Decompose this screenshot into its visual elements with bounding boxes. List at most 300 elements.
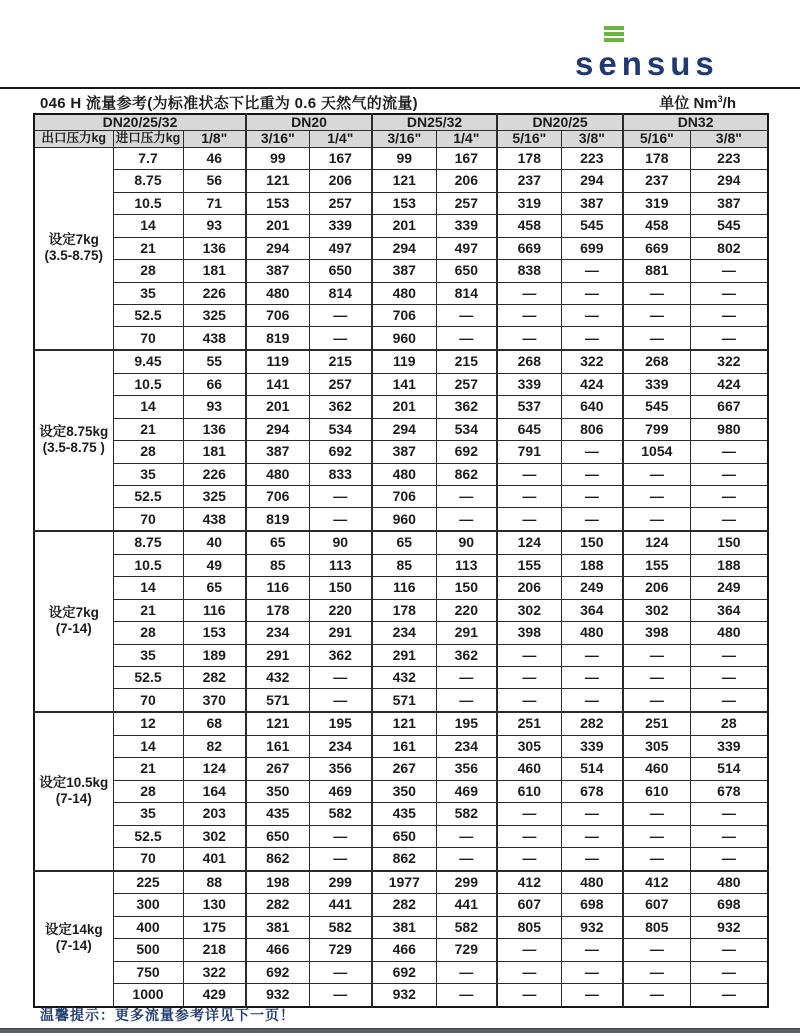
flow-value-cell: 223 <box>690 147 768 169</box>
flow-value-cell: 55 <box>183 350 246 373</box>
flow-value-cell: — <box>436 485 497 507</box>
flow-value-cell: 319 <box>497 192 561 214</box>
flow-value-cell: 65 <box>246 531 309 554</box>
flow-value-cell: — <box>497 644 561 666</box>
table-row <box>34 485 768 507</box>
flow-value-cell: — <box>690 961 768 983</box>
flow-value-cell: — <box>690 984 768 1007</box>
flow-value-cell: 545 <box>690 215 768 237</box>
flow-value-cell: — <box>690 282 768 304</box>
flow-value-cell: 698 <box>690 894 768 916</box>
flow-value-cell: 136 <box>183 418 246 440</box>
flow-value-cell: 203 <box>183 803 246 825</box>
bottom-bar <box>0 1028 800 1033</box>
flow-value-cell: 339 <box>690 735 768 757</box>
flow-value-cell: 370 <box>183 689 246 712</box>
flow-value-cell: 226 <box>183 282 246 304</box>
page-title: 046 H 流量参考(为标准状态下比重为 0.6 天然气的流量) <box>40 95 418 112</box>
table-row <box>34 260 768 282</box>
flow-value-cell: — <box>561 508 623 531</box>
flow-value-cell: 480 <box>246 463 309 485</box>
table-row <box>34 644 768 666</box>
flow-value-cell: 497 <box>309 237 372 259</box>
flow-value-cell: — <box>561 485 623 507</box>
flow-value-cell: 545 <box>561 215 623 237</box>
flow-value-cell: 150 <box>436 577 497 599</box>
flow-value-cell: 282 <box>183 666 246 688</box>
flow-value-cell: 124 <box>183 758 246 780</box>
flow-value-cell: — <box>497 282 561 304</box>
flow-value-cell: — <box>690 689 768 712</box>
flow-value-cell: 251 <box>497 712 561 735</box>
flow-value-cell: 429 <box>183 984 246 1007</box>
flow-value-cell: 121 <box>372 170 436 192</box>
sensus-logo <box>575 18 745 80</box>
flow-value-cell: — <box>436 666 497 688</box>
flow-value-cell: 364 <box>690 599 768 621</box>
flow-value-cell: — <box>623 304 690 326</box>
table-row <box>34 916 768 938</box>
flow-value-cell: 458 <box>623 215 690 237</box>
flow-value-cell: 189 <box>183 644 246 666</box>
flow-value-cell: 387 <box>372 441 436 463</box>
table-body <box>34 147 768 1007</box>
flow-value-cell: 155 <box>623 554 690 576</box>
inlet-pressure-cell: 1000 <box>113 984 183 1007</box>
flow-value-cell: — <box>561 260 623 282</box>
flow-value-cell: 339 <box>309 215 372 237</box>
column-header: 1/8" <box>183 131 246 147</box>
table-row <box>34 192 768 214</box>
table-row <box>34 780 768 802</box>
flow-value-cell: 381 <box>372 916 436 938</box>
flow-value-cell: 1054 <box>623 441 690 463</box>
flow-value-cell: 387 <box>561 192 623 214</box>
flow-value-cell: — <box>309 485 372 507</box>
flow-value-cell: 350 <box>372 780 436 802</box>
flow-value-cell: 607 <box>497 894 561 916</box>
table-row <box>34 237 768 259</box>
flow-value-cell: — <box>309 825 372 847</box>
flow-value-cell: 350 <box>246 780 309 802</box>
flow-value-cell: 113 <box>436 554 497 576</box>
flow-value-cell: — <box>497 939 561 961</box>
flow-value-cell: 802 <box>690 237 768 259</box>
flow-value-cell: — <box>436 304 497 326</box>
flow-value-cell: 251 <box>623 712 690 735</box>
flow-value-cell: 141 <box>372 373 436 395</box>
flow-value-cell: — <box>623 847 690 870</box>
column-header: 3/8" <box>690 131 768 147</box>
flow-value-cell: — <box>690 666 768 688</box>
outlet-pressure-group-label: 设定10.5kg (7-14) <box>34 712 113 871</box>
flow-value-cell: — <box>497 847 561 870</box>
flow-value-cell: — <box>690 803 768 825</box>
table-row <box>34 531 768 554</box>
table-row <box>34 871 768 894</box>
inlet-pressure-cell: 14 <box>113 396 183 418</box>
flow-value-cell: — <box>623 463 690 485</box>
outlet-pressure-group-label: 设定14kg (7-14) <box>34 871 113 1007</box>
flow-value-cell: 294 <box>690 170 768 192</box>
flow-value-cell: 806 <box>561 418 623 440</box>
flow-value-cell: 692 <box>309 441 372 463</box>
flow-value-cell: 325 <box>183 304 246 326</box>
flow-value-cell: 121 <box>246 170 309 192</box>
table-row <box>34 508 768 531</box>
flow-value-cell: 729 <box>436 939 497 961</box>
flow-value-cell: 175 <box>183 916 246 938</box>
flow-value-cell: — <box>309 984 372 1007</box>
inlet-pressure-cell: 70 <box>113 847 183 870</box>
flow-value-cell: 141 <box>246 373 309 395</box>
flow-value-cell: 480 <box>690 622 768 644</box>
flow-value-cell: 424 <box>561 373 623 395</box>
flow-value-cell: 881 <box>623 260 690 282</box>
flow-value-cell: — <box>690 508 768 531</box>
flow-value-cell: 607 <box>623 894 690 916</box>
inlet-pressure-cell: 52.5 <box>113 304 183 326</box>
flow-value-cell: 441 <box>436 894 497 916</box>
flow-value-cell: — <box>497 508 561 531</box>
flow-value-cell: 480 <box>372 282 436 304</box>
column-group-header: DN20/25 <box>497 114 623 131</box>
flow-value-cell: 71 <box>183 192 246 214</box>
logo-bars-icon <box>604 26 624 44</box>
flow-reference-table <box>33 113 769 1008</box>
flow-value-cell: 706 <box>246 485 309 507</box>
flow-value-cell: 650 <box>436 260 497 282</box>
flow-value-cell: — <box>623 689 690 712</box>
logo-text: sensus <box>575 45 719 82</box>
flow-value-cell: 814 <box>309 282 372 304</box>
column-group-header: DN32 <box>623 114 768 131</box>
flow-value-cell: — <box>436 984 497 1007</box>
column-header: 进口压力kg <box>113 131 183 147</box>
flow-value-cell: 257 <box>436 192 497 214</box>
flow-value-cell: 305 <box>623 735 690 757</box>
table-row <box>34 984 768 1007</box>
flow-value-cell: 291 <box>246 644 309 666</box>
flow-value-cell: 215 <box>309 350 372 373</box>
flow-value-cell: 206 <box>623 577 690 599</box>
flow-value-cell: 291 <box>372 644 436 666</box>
inlet-pressure-cell: 28 <box>113 260 183 282</box>
flow-value-cell: — <box>623 666 690 688</box>
flow-value-cell: 99 <box>246 147 309 169</box>
flow-value-cell: 805 <box>623 916 690 938</box>
unit-text: 单位 Nm <box>659 95 718 112</box>
flow-value-cell: 582 <box>309 916 372 938</box>
flow-value-cell: 322 <box>183 961 246 983</box>
flow-value-cell: 838 <box>497 260 561 282</box>
flow-value-cell: 90 <box>436 531 497 554</box>
flow-value-cell: 862 <box>372 847 436 870</box>
inlet-pressure-cell: 225 <box>113 871 183 894</box>
flow-value-cell: 181 <box>183 260 246 282</box>
flow-value-cell: 678 <box>690 780 768 802</box>
flow-value-cell: 66 <box>183 373 246 395</box>
flow-value-cell: — <box>690 260 768 282</box>
table-row <box>34 418 768 440</box>
inlet-pressure-cell: 21 <box>113 758 183 780</box>
flow-value-cell: 130 <box>183 894 246 916</box>
flow-value-cell: 960 <box>372 327 436 350</box>
flow-value-cell: 291 <box>436 622 497 644</box>
flow-value-cell: — <box>497 984 561 1007</box>
flow-value-cell: 819 <box>246 327 309 350</box>
flow-value-cell: 398 <box>623 622 690 644</box>
flow-value-cell: 28 <box>690 712 768 735</box>
flow-value-cell: 339 <box>561 735 623 757</box>
flow-value-cell: — <box>309 327 372 350</box>
flow-value-cell: 178 <box>246 599 309 621</box>
column-header: 5/16" <box>497 131 561 147</box>
flow-value-cell: 257 <box>436 373 497 395</box>
flow-value-cell: — <box>436 327 497 350</box>
table-row <box>34 350 768 373</box>
inlet-pressure-cell: 21 <box>113 599 183 621</box>
flow-value-cell: — <box>561 984 623 1007</box>
flow-value-cell: 218 <box>183 939 246 961</box>
flow-value-cell: 65 <box>372 531 436 554</box>
inlet-pressure-cell: 52.5 <box>113 825 183 847</box>
inlet-pressure-cell: 52.5 <box>113 485 183 507</box>
flow-value-cell: 699 <box>561 237 623 259</box>
table-row <box>34 825 768 847</box>
title-row <box>0 92 800 112</box>
flow-value-cell: 257 <box>309 192 372 214</box>
flow-value-cell: 435 <box>372 803 436 825</box>
table-row <box>34 463 768 485</box>
flow-value-cell: 669 <box>497 237 561 259</box>
flow-value-cell: 650 <box>246 825 309 847</box>
flow-value-cell: — <box>561 689 623 712</box>
flow-value-cell: — <box>561 939 623 961</box>
flow-value-cell: 932 <box>372 984 436 1007</box>
inlet-pressure-cell: 28 <box>113 622 183 644</box>
flow-value-cell: — <box>623 939 690 961</box>
table-row <box>34 282 768 304</box>
flow-value-cell: 706 <box>246 304 309 326</box>
flow-value-cell: 582 <box>436 803 497 825</box>
flow-value-cell: — <box>309 689 372 712</box>
flow-value-cell: 480 <box>246 282 309 304</box>
flow-value-cell: 582 <box>309 803 372 825</box>
flow-value-cell: — <box>623 485 690 507</box>
flow-value-cell: 458 <box>497 215 561 237</box>
flow-value-cell: — <box>623 508 690 531</box>
flow-value-cell: 339 <box>623 373 690 395</box>
flow-value-cell: — <box>623 803 690 825</box>
flow-value-cell: 90 <box>309 531 372 554</box>
flow-value-cell: 119 <box>246 350 309 373</box>
flow-value-cell: 282 <box>561 712 623 735</box>
flow-value-cell: 387 <box>372 260 436 282</box>
flow-value-cell: 237 <box>497 170 561 192</box>
inlet-pressure-cell: 35 <box>113 644 183 666</box>
table-row <box>34 373 768 395</box>
flow-value-cell: 294 <box>372 237 436 259</box>
table-row <box>34 304 768 326</box>
flow-value-cell: 206 <box>309 170 372 192</box>
flow-value-cell: 537 <box>497 396 561 418</box>
flow-value-cell: — <box>561 327 623 350</box>
inlet-pressure-cell: 28 <box>113 780 183 802</box>
flow-value-cell: 460 <box>623 758 690 780</box>
flow-value-cell: 85 <box>246 554 309 576</box>
flow-value-cell: 932 <box>690 916 768 938</box>
flow-value-cell: 153 <box>183 622 246 644</box>
flow-value-cell: 56 <box>183 170 246 192</box>
flow-value-cell: — <box>561 803 623 825</box>
flow-value-cell: — <box>623 282 690 304</box>
flow-value-cell: 164 <box>183 780 246 802</box>
flow-value-cell: — <box>690 485 768 507</box>
flow-value-cell: 178 <box>372 599 436 621</box>
table-row <box>34 961 768 983</box>
flow-value-cell: 650 <box>372 825 436 847</box>
flow-value-cell: 435 <box>246 803 309 825</box>
flow-value-cell: — <box>561 463 623 485</box>
flow-value-cell: 424 <box>690 373 768 395</box>
flow-value-cell: 833 <box>309 463 372 485</box>
flow-value-cell: 188 <box>561 554 623 576</box>
flow-value-cell: 116 <box>183 599 246 621</box>
flow-value-cell: 401 <box>183 847 246 870</box>
outlet-pressure-group-label: 设定7kg (7-14) <box>34 531 113 712</box>
flow-value-cell: 814 <box>436 282 497 304</box>
flow-value-cell: — <box>623 327 690 350</box>
flow-value-cell: 155 <box>497 554 561 576</box>
flow-value-cell: — <box>690 847 768 870</box>
flow-value-cell: 497 <box>436 237 497 259</box>
flow-value-cell: 469 <box>436 780 497 802</box>
inlet-pressure-cell: 14 <box>113 215 183 237</box>
inlet-pressure-cell: 10.5 <box>113 373 183 395</box>
flow-value-cell: 299 <box>436 871 497 894</box>
group-header-row <box>34 114 768 131</box>
flow-value-cell: — <box>309 847 372 870</box>
flow-value-cell: 729 <box>309 939 372 961</box>
flow-value-cell: 294 <box>246 237 309 259</box>
flow-value-cell: 234 <box>436 735 497 757</box>
flow-value-cell: — <box>690 441 768 463</box>
flow-value-cell: 249 <box>690 577 768 599</box>
flow-value-cell: 692 <box>246 961 309 983</box>
flow-value-cell: 610 <box>623 780 690 802</box>
flow-value-cell: 206 <box>497 577 561 599</box>
flow-value-cell: — <box>309 666 372 688</box>
flow-value-cell: 460 <box>497 758 561 780</box>
inlet-pressure-cell: 35 <box>113 463 183 485</box>
unit-superscript: 3 <box>717 94 723 104</box>
table-row <box>34 147 768 169</box>
flow-value-cell: 201 <box>372 215 436 237</box>
flow-value-cell: 150 <box>309 577 372 599</box>
flow-value-cell: 124 <box>497 531 561 554</box>
flow-value-cell: — <box>623 961 690 983</box>
flow-value-cell: 268 <box>623 350 690 373</box>
flow-value-cell: 514 <box>561 758 623 780</box>
table-row <box>34 666 768 688</box>
inlet-pressure-cell: 10.5 <box>113 192 183 214</box>
flow-value-cell: 302 <box>497 599 561 621</box>
flow-value-cell: — <box>436 847 497 870</box>
flow-value-cell: 93 <box>183 215 246 237</box>
flow-value-cell: 305 <box>497 735 561 757</box>
flow-value-cell: 294 <box>372 418 436 440</box>
flow-value-cell: 932 <box>246 984 309 1007</box>
flow-value-cell: 356 <box>309 758 372 780</box>
flow-value-cell: 534 <box>309 418 372 440</box>
flow-value-cell: — <box>497 666 561 688</box>
flow-value-cell: 188 <box>690 554 768 576</box>
flow-value-cell: 282 <box>246 894 309 916</box>
flow-value-cell: — <box>690 304 768 326</box>
flow-value-cell: 862 <box>246 847 309 870</box>
flow-value-cell: 1977 <box>372 871 436 894</box>
flow-value-cell: 226 <box>183 463 246 485</box>
flow-value-cell: 153 <box>372 192 436 214</box>
flow-value-cell: 178 <box>623 147 690 169</box>
flow-value-cell: 362 <box>309 644 372 666</box>
flow-value-cell: — <box>309 961 372 983</box>
flow-value-cell: — <box>623 644 690 666</box>
flow-value-cell: 116 <box>246 577 309 599</box>
flow-value-cell: 469 <box>309 780 372 802</box>
flow-value-cell: 181 <box>183 441 246 463</box>
flow-value-cell: 438 <box>183 327 246 350</box>
flow-value-cell: 234 <box>309 735 372 757</box>
flow-value-cell: 113 <box>309 554 372 576</box>
inlet-pressure-cell: 300 <box>113 894 183 916</box>
table-row <box>34 396 768 418</box>
flow-value-cell: — <box>561 666 623 688</box>
flow-value-cell: 706 <box>372 485 436 507</box>
table-row <box>34 712 768 735</box>
inlet-pressure-cell: 12 <box>113 712 183 735</box>
flow-value-cell: 237 <box>623 170 690 192</box>
flow-value-cell: 667 <box>690 396 768 418</box>
table-row <box>34 215 768 237</box>
inlet-pressure-cell: 35 <box>113 282 183 304</box>
flow-value-cell: 121 <box>372 712 436 735</box>
flow-value-cell: 356 <box>436 758 497 780</box>
flow-value-cell: — <box>497 961 561 983</box>
flow-value-cell: 412 <box>497 871 561 894</box>
inlet-pressure-cell: 14 <box>113 577 183 599</box>
inlet-pressure-cell: 750 <box>113 961 183 983</box>
flow-value-cell: 432 <box>246 666 309 688</box>
table-row <box>34 735 768 757</box>
table-header <box>34 114 768 147</box>
flow-value-cell: 322 <box>690 350 768 373</box>
flow-value-cell: 466 <box>246 939 309 961</box>
flow-value-cell: 819 <box>246 508 309 531</box>
flow-value-cell: 136 <box>183 237 246 259</box>
flow-value-cell: 480 <box>561 871 623 894</box>
flow-value-cell: — <box>561 441 623 463</box>
flow-value-cell: — <box>497 689 561 712</box>
flow-value-cell: 805 <box>497 916 561 938</box>
flow-value-cell: — <box>436 961 497 983</box>
flow-value-cell: 534 <box>436 418 497 440</box>
flow-value-cell: 545 <box>623 396 690 418</box>
flow-value-cell: 46 <box>183 147 246 169</box>
inlet-pressure-cell: 70 <box>113 689 183 712</box>
flow-value-cell: 387 <box>246 260 309 282</box>
